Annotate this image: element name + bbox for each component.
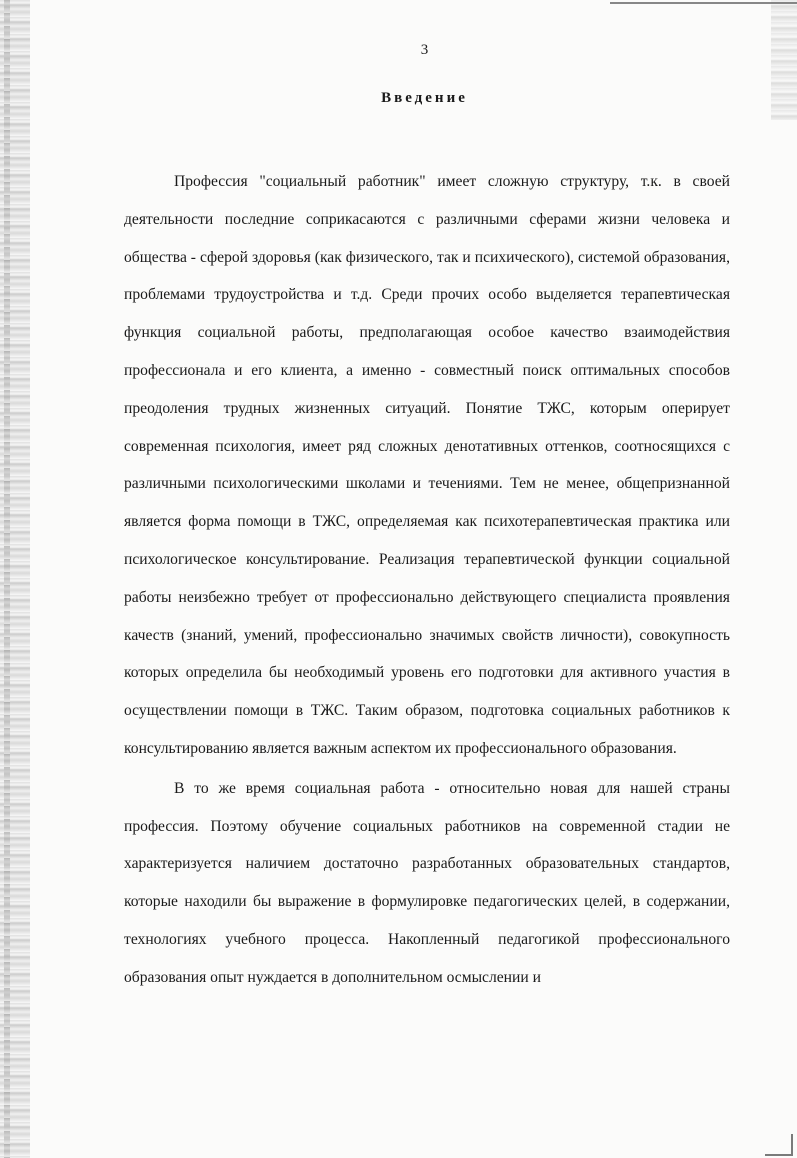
- paragraph: В то же время социальная работа - относительно новая для нашей страны профессия. Поэтому обучение социальных работников на современной стадии не характеризуется наличием достаточно разработанных образовательных стандартов, которые находили бы выражение в формулировке педагогических целей, в содержании, технологиях учебного процесса. Накопленный педагогикой профессионального образования опыт нуждается в дополнительном осмыслении и: [124, 779, 730, 986]
- body-text: [124, 163, 730, 997]
- paragraph: Профессия "социальный работник" имеет сложную структуру, т.к. в своей деятельности последние соприкасаются с различными сферами жизни человека и общества - сферой здоровья (как физического, так и психического), системой образования, проблемами трудоустройства и т.д. Среди прочих особо выделяется терапевтическая функция социальной работы, предполагающая особое качество взаимодействия профессионала и его клиента, а именно - совместный поиск оптимальных способов преодоления трудных жизненных ситуаций. Понятие ТЖС, которым оперирует современная психология, имеет ряд сложных денотативных оттенков, соотносящихся с различными психологическими школами и течениями. Тем не менее, общепризнанной является форма помощи в ТЖС, определяемая как психотерапевтическая практика или психологическое консультирование. Реализация терапевтической функции социальной работы неизбежно требует от профессионально действующего специалиста проявления качеств (знаний, умений, профессионально значимых свойств личности), совокупность которых определила бы необходимый уровень его подготовки для активного участия в осуществлении помощи в ТЖС. Таким образом, подготовка социальных работников к консультированию является важным аспектом их профессионального образования.: [124, 173, 730, 757]
- scan-edge-artifact: [0, 0, 30, 1158]
- scan-corner-artifact: [765, 1134, 793, 1156]
- scan-line-artifact: [610, 2, 797, 4]
- section-title: Введение: [381, 90, 468, 106]
- page-number: 3: [420, 42, 429, 58]
